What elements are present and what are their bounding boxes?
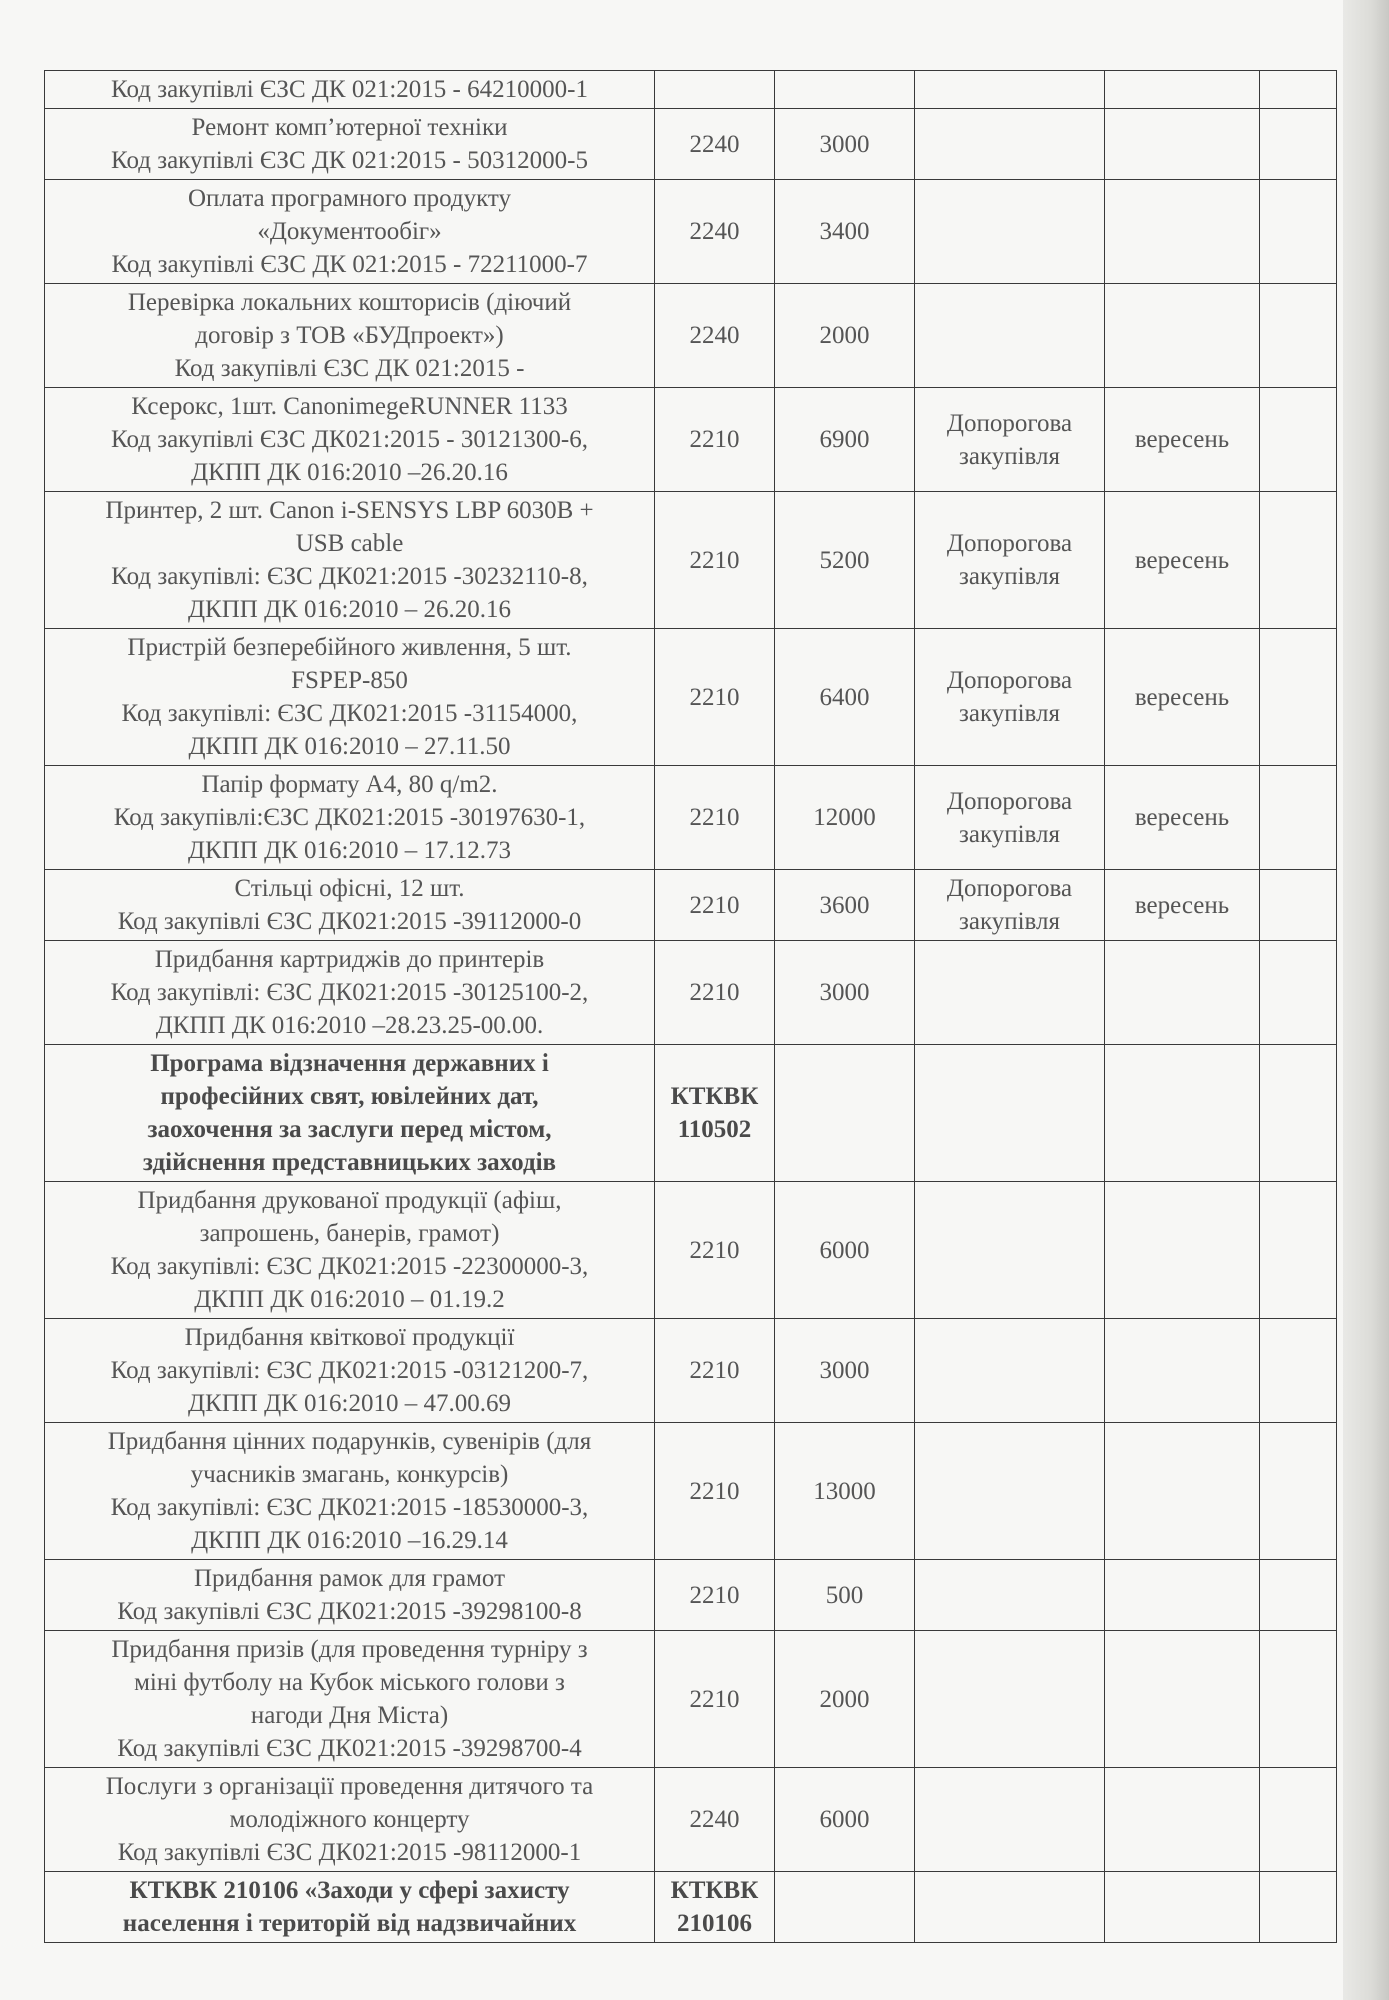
item-description <box>45 941 655 1045</box>
empty-cell <box>1260 1423 1337 1560</box>
start-month-cell: вересень <box>1105 766 1260 870</box>
description-line: Придбання цінних подарунків, сувенірів (для <box>107 1428 592 1455</box>
table-row <box>45 284 1337 388</box>
empty-cell <box>1260 941 1337 1045</box>
item-description <box>45 284 655 388</box>
item-description <box>45 109 655 180</box>
start-month-cell <box>1105 1768 1260 1872</box>
start-month-cell <box>1105 109 1260 180</box>
amount-cell: 5200 <box>775 492 915 629</box>
start-month-cell <box>1105 1319 1260 1423</box>
empty-cell <box>1260 766 1337 870</box>
description-line: Ремонт комп’ютерної техніки <box>191 114 508 141</box>
table-row <box>45 941 1337 1045</box>
amount-cell: 3000 <box>775 941 915 1045</box>
amount-cell <box>775 1045 915 1182</box>
amount-cell: 3600 <box>775 870 915 941</box>
start-month-cell <box>1105 71 1260 109</box>
table-row <box>45 766 1337 870</box>
description-line: Код закупівлі: ЄЗС ДК021:2015 -03121200-7, <box>110 1357 589 1384</box>
procedure-type-cell: Допорогова закупівля <box>915 766 1105 870</box>
description-line: Програма відзначення державних і <box>150 1050 549 1077</box>
empty-cell <box>1260 1768 1337 1872</box>
description-line: ДКПП ДК 016:2010 –16.29.14 <box>191 1527 508 1554</box>
description-line: ДКПП ДК 016:2010 – 17.12.73 <box>187 837 511 864</box>
description-line: молодіжного концерту <box>229 1806 470 1833</box>
empty-cell <box>1260 388 1337 492</box>
description-line: Принтер, 2 шт. Canon i-SENSYS LBP 6030B + <box>105 497 594 524</box>
description-line: ДКПП ДК 016:2010 – 26.20.16 <box>187 596 511 623</box>
item-description <box>45 1872 655 1943</box>
amount-cell <box>775 71 915 109</box>
description-line: професійних свят, ювілейних дат, <box>160 1083 539 1110</box>
description-line: КТКВК 210106 «Заходи у сфері захисту <box>129 1877 570 1904</box>
amount-cell: 3000 <box>775 109 915 180</box>
description-line: Код закупівлі: ЄЗС ДК021:2015 -30125100-2, <box>110 979 589 1006</box>
expense-code-cell: 2210 <box>655 629 775 766</box>
expense-code-cell: КТКВК 210106 <box>655 1872 775 1943</box>
description-line: Придбання друкованої продукції (афіш, <box>137 1187 562 1214</box>
description-line: Код закупівлі: ЄЗС ДК021:2015 -22300000-3, <box>110 1253 589 1280</box>
description-line: FSPEP-850 <box>291 667 408 694</box>
procedure-type-cell <box>915 180 1105 284</box>
start-month-cell: вересень <box>1105 629 1260 766</box>
expense-code-cell: 2210 <box>655 1319 775 1423</box>
amount-cell: 3400 <box>775 180 915 284</box>
description-line: здійснення представницьких заходів <box>142 1149 557 1176</box>
table-row <box>45 1182 1337 1319</box>
description-line: Перевірка локальних кошторисів (діючий <box>127 289 572 316</box>
item-description <box>45 1560 655 1631</box>
description-line: ДКПП ДК 016:2010 –28.23.25-00.00. <box>155 1012 544 1039</box>
procedure-type-cell <box>915 1631 1105 1768</box>
description-line: Папір формату А4, 80 q/m2. <box>201 771 498 798</box>
table-row <box>45 71 1337 109</box>
description-line: Код закупівлі: ЄЗС ДК021:2015 -18530000-3, <box>110 1494 589 1521</box>
amount-cell: 2000 <box>775 284 915 388</box>
description-line: Код закупівлі ЄЗС ДК 021:2015 - 50312000-5 <box>111 147 588 174</box>
empty-cell <box>1260 1319 1337 1423</box>
description-line: Код закупівлі ЄЗС ДК021:2015 -39298100-8 <box>117 1598 582 1625</box>
table-row <box>45 388 1337 492</box>
table-row <box>45 180 1337 284</box>
expense-code-cell: 2210 <box>655 766 775 870</box>
table-row <box>45 1560 1337 1631</box>
expense-code-cell: 2240 <box>655 109 775 180</box>
empty-cell <box>1260 109 1337 180</box>
amount-cell: 6000 <box>775 1768 915 1872</box>
description-line: договір з ТОВ «БУДпроект») <box>195 322 504 349</box>
description-line: Код закупівлі ЄЗС ДК 021:2015 - <box>174 355 525 382</box>
amount-cell: 13000 <box>775 1423 915 1560</box>
description-line: Оплата програмного продукту <box>187 185 512 212</box>
expense-code-cell: 2240 <box>655 284 775 388</box>
empty-cell <box>1260 870 1337 941</box>
description-line: Пристрій безперебійного живлення, 5 шт. <box>127 634 572 661</box>
item-description <box>45 1182 655 1319</box>
start-month-cell: вересень <box>1105 870 1260 941</box>
table-row <box>45 1319 1337 1423</box>
description-line: «Документообіг» <box>257 218 442 245</box>
item-description <box>45 1319 655 1423</box>
expense-code-cell: 2210 <box>655 388 775 492</box>
start-month-cell <box>1105 1631 1260 1768</box>
procedure-type-cell <box>915 109 1105 180</box>
expense-code-cell: 2210 <box>655 1631 775 1768</box>
procurement-plan-table <box>44 70 1337 1943</box>
description-line: Код закупівлі ЄЗС ДК 021:2015 - 64210000-1 <box>111 76 588 103</box>
procedure-type-cell <box>915 1045 1105 1182</box>
procedure-type-cell: Допорогова закупівля <box>915 492 1105 629</box>
empty-cell <box>1260 1045 1337 1182</box>
description-line: ДКПП ДК 016:2010 – 47.00.69 <box>187 1390 511 1417</box>
procedure-type-cell <box>915 1872 1105 1943</box>
table-row <box>45 870 1337 941</box>
page-edge-shadow <box>1343 0 1389 2000</box>
description-line: Код закупівлі ЄЗС ДК021:2015 -39112000-0 <box>117 908 582 935</box>
item-description <box>45 766 655 870</box>
description-line: USB cable <box>295 530 404 557</box>
table-row <box>45 1631 1337 1768</box>
description-line: ДКПП ДК 016:2010 – 27.11.50 <box>188 733 511 760</box>
description-line: Код закупівлі: ЄЗС ДК021:2015 -30232110-8, <box>111 563 588 590</box>
table-body <box>45 71 1337 1943</box>
empty-cell <box>1260 180 1337 284</box>
amount-cell: 500 <box>775 1560 915 1631</box>
description-line: Придбання картриджів до принтерів <box>154 946 545 973</box>
empty-cell <box>1260 1872 1337 1943</box>
description-line: Код закупівлі: ЄЗС ДК021:2015 -31154000, <box>121 700 578 727</box>
empty-cell <box>1260 284 1337 388</box>
table-row <box>45 1768 1337 1872</box>
item-description <box>45 629 655 766</box>
expense-code-cell: 2210 <box>655 870 775 941</box>
expense-code-cell: 2210 <box>655 1423 775 1560</box>
expense-code-cell: 2210 <box>655 492 775 629</box>
amount-cell <box>775 1872 915 1943</box>
table-row <box>45 1423 1337 1560</box>
expense-code-cell: 2240 <box>655 180 775 284</box>
start-month-cell <box>1105 941 1260 1045</box>
description-line: Послуги з організації проведення дитячого та <box>105 1773 594 1800</box>
description-line: ДКПП ДК 016:2010 – 01.19.2 <box>194 1286 505 1313</box>
start-month-cell <box>1105 180 1260 284</box>
amount-cell: 6400 <box>775 629 915 766</box>
table-row <box>45 629 1337 766</box>
description-line: Код закупівлі ЄЗС ДК021:2015 -98112000-1 <box>117 1839 582 1866</box>
expense-code-cell: 2210 <box>655 941 775 1045</box>
description-line: Код закупівлі ЄЗС ДК021:2015 - 30121300-6, <box>111 426 588 453</box>
start-month-cell: вересень <box>1105 492 1260 629</box>
item-description <box>45 1423 655 1560</box>
procedure-type-cell <box>915 941 1105 1045</box>
table-row <box>45 492 1337 629</box>
item-description <box>45 492 655 629</box>
procedure-type-cell <box>915 1423 1105 1560</box>
procedure-type-cell: Допорогова закупівля <box>915 629 1105 766</box>
empty-cell <box>1260 71 1337 109</box>
start-month-cell <box>1105 1872 1260 1943</box>
description-line: ДКПП ДК 016:2010 –26.20.16 <box>191 459 508 486</box>
procedure-type-cell <box>915 1319 1105 1423</box>
description-line: Придбання призів (для проведення турніру з <box>111 1636 588 1663</box>
item-description <box>45 1631 655 1768</box>
procedure-type-cell <box>915 1768 1105 1872</box>
table-row <box>45 109 1337 180</box>
description-line: заохочення за заслуги перед містом, <box>147 1116 552 1143</box>
item-description <box>45 388 655 492</box>
expense-code-cell: 2210 <box>655 1182 775 1319</box>
empty-cell <box>1260 1631 1337 1768</box>
item-description <box>45 71 655 109</box>
item-description <box>45 180 655 284</box>
procedure-type-cell: Допорогова закупівля <box>915 870 1105 941</box>
procedure-type-cell <box>915 1560 1105 1631</box>
amount-cell: 3000 <box>775 1319 915 1423</box>
section-row <box>45 1872 1337 1943</box>
start-month-cell <box>1105 1423 1260 1560</box>
expense-code-cell: КТКВК 110502 <box>655 1045 775 1182</box>
description-line: учасників змагань, конкурсів) <box>190 1461 509 1488</box>
item-description <box>45 1045 655 1182</box>
description-line: Код закупівлі ЄЗС ДК 021:2015 - 72211000-7 <box>111 251 588 278</box>
start-month-cell <box>1105 284 1260 388</box>
procedure-type-cell <box>915 71 1105 109</box>
description-line: Придбання рамок для грамот <box>194 1565 505 1592</box>
section-row <box>45 1045 1337 1182</box>
empty-cell <box>1260 1182 1337 1319</box>
procedure-type-cell: Допорогова закупівля <box>915 388 1105 492</box>
item-description <box>45 870 655 941</box>
procedure-type-cell <box>915 1182 1105 1319</box>
start-month-cell <box>1105 1045 1260 1182</box>
description-line: Стільці офісні, 12 шт. <box>234 875 465 902</box>
description-line: нагоди Дня Міста) <box>250 1702 449 1729</box>
description-line: Код закупівлі ЄЗС ДК021:2015 -39298700-4 <box>117 1735 582 1762</box>
description-line: Придбання квіткової продукції <box>184 1324 515 1351</box>
expense-code-cell <box>655 71 775 109</box>
description-line: Код закупівлі:ЄЗС ДК021:2015 -30197630-1, <box>113 804 586 831</box>
start-month-cell <box>1105 1560 1260 1631</box>
start-month-cell: вересень <box>1105 388 1260 492</box>
procedure-type-cell <box>915 284 1105 388</box>
amount-cell: 2000 <box>775 1631 915 1768</box>
description-line: населення і територій від надзвичайних <box>122 1910 577 1937</box>
description-line: запрошень, банерів, грамот) <box>199 1220 500 1247</box>
item-description <box>45 1768 655 1872</box>
description-line: міні футболу на Кубок міського голови з <box>134 1669 565 1696</box>
empty-cell <box>1260 629 1337 766</box>
amount-cell: 6000 <box>775 1182 915 1319</box>
expense-code-cell: 2210 <box>655 1560 775 1631</box>
amount-cell: 6900 <box>775 388 915 492</box>
empty-cell <box>1260 492 1337 629</box>
description-line: Ксерокс, 1шт. CanonimegeRUNNER 1133 <box>131 393 568 420</box>
amount-cell: 12000 <box>775 766 915 870</box>
expense-code-cell: 2240 <box>655 1768 775 1872</box>
empty-cell <box>1260 1560 1337 1631</box>
start-month-cell <box>1105 1182 1260 1319</box>
